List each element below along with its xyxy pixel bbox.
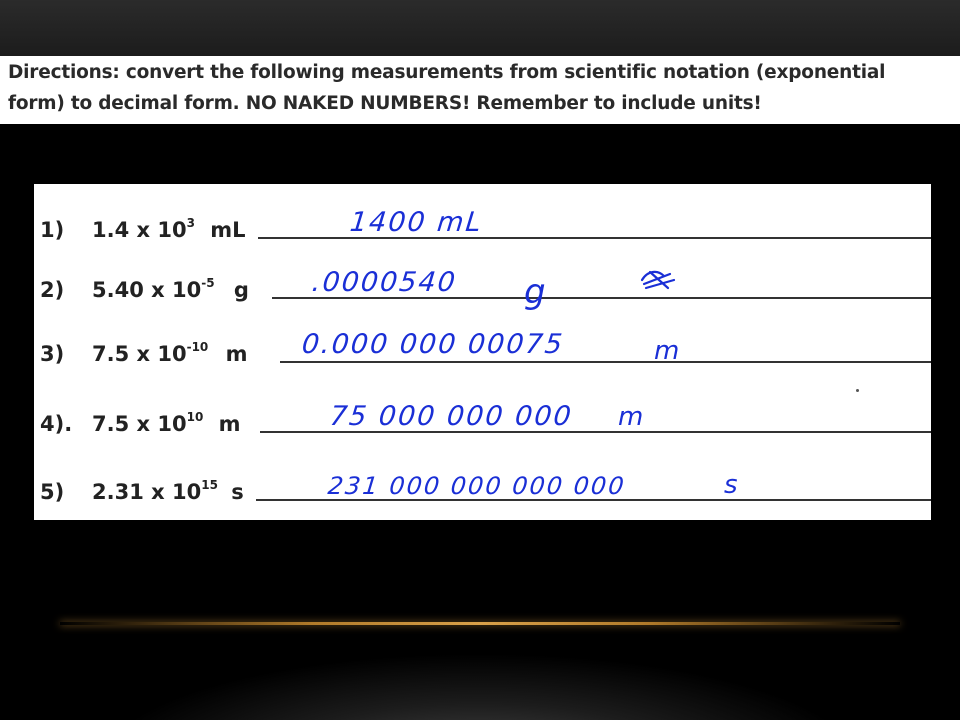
problem-exponent: 15 bbox=[201, 478, 218, 492]
problem-row-1 bbox=[34, 184, 931, 244]
problem-exponent: -10 bbox=[186, 340, 209, 354]
problem-row-4 bbox=[34, 378, 931, 438]
handwritten-answer: 0.000 000 00075 bbox=[300, 329, 566, 360]
problem-coefficient: 7.5 x 10 bbox=[92, 342, 187, 366]
problem-unit: s bbox=[231, 480, 244, 504]
problem-label bbox=[40, 412, 241, 436]
problem-number: 5) bbox=[40, 480, 65, 504]
problem-coefficient: 7.5 x 10 bbox=[92, 412, 187, 436]
problem-number: 2) bbox=[40, 278, 65, 302]
directions-panel bbox=[0, 56, 960, 124]
handwritten-unit: m bbox=[654, 336, 680, 366]
problem-row-3 bbox=[34, 308, 931, 368]
decorative-glow-line bbox=[60, 622, 900, 625]
problem-coefficient: 1.4 x 10 bbox=[92, 218, 187, 242]
worksheet-image bbox=[34, 184, 931, 520]
problem-coefficient: 5.40 x 10 bbox=[92, 278, 202, 302]
problem-exponent: 3 bbox=[186, 216, 195, 230]
handwritten-unit: g bbox=[524, 272, 546, 312]
handwritten-answer: 1400 mL bbox=[348, 207, 485, 238]
problem-number: 3) bbox=[40, 342, 65, 366]
handwritten-unit: s bbox=[724, 470, 738, 500]
problem-label bbox=[40, 342, 247, 366]
answer-line bbox=[280, 361, 931, 363]
slide-top-band bbox=[0, 0, 960, 56]
handwritten-unit: m bbox=[618, 402, 644, 432]
problem-exponent: 10 bbox=[186, 410, 204, 424]
problem-row-5 bbox=[34, 446, 931, 506]
problem-exponent: -5 bbox=[201, 276, 215, 290]
problem-coefficient: 2.31 x 10 bbox=[92, 480, 202, 504]
handwritten-answer: 231 000 000 000 000 bbox=[326, 472, 628, 500]
problem-label bbox=[40, 218, 246, 242]
problem-unit: mL bbox=[210, 218, 246, 242]
problem-unit: g bbox=[233, 278, 249, 302]
directions-line-1: Directions: convert the following measurements from scientific notation (exponential bbox=[8, 62, 886, 83]
problem-row-2 bbox=[34, 244, 931, 312]
scribble-mark bbox=[638, 266, 678, 292]
problem-number: 4). bbox=[40, 412, 73, 436]
problem-label bbox=[40, 278, 249, 302]
handwritten-answer: .0000540 bbox=[310, 267, 459, 298]
directions-line-2: form) to decimal form. NO NAKED NUMBERS! Remember to include units! bbox=[8, 93, 762, 114]
problem-unit: m bbox=[225, 342, 248, 366]
problem-label bbox=[40, 480, 244, 504]
problem-number: 1) bbox=[40, 218, 65, 242]
handwritten-answer: 75 000 000 000 bbox=[328, 401, 575, 432]
stray-dot bbox=[856, 389, 859, 392]
problem-unit: m bbox=[218, 412, 241, 436]
